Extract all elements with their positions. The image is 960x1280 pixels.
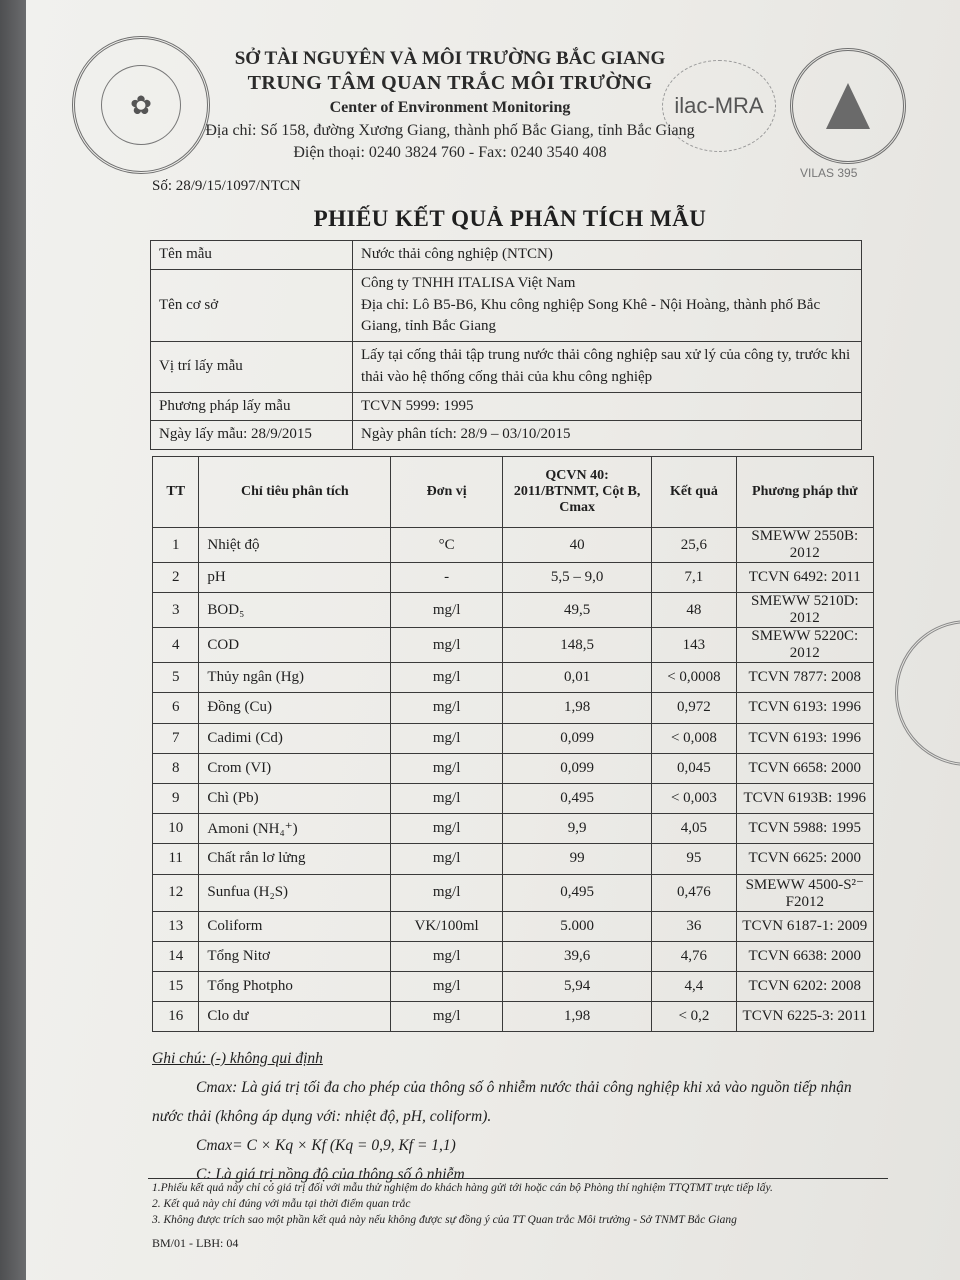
row-index: 13 (153, 911, 199, 941)
test-method: TCVN 6658: 2000 (736, 753, 873, 783)
info-row-dates (151, 421, 862, 450)
col-header: Phương pháp thử (736, 457, 873, 528)
info-label: Vị trí lấy mẫu (151, 342, 353, 393)
test-method: TCVN 6202: 2008 (736, 971, 873, 1001)
seal-left-logo (72, 36, 210, 174)
table-row (153, 563, 874, 593)
info-row-sample (151, 241, 862, 270)
parameter-name: Tổng Photpho (199, 971, 391, 1001)
limit-value: 49,5 (502, 593, 651, 628)
footnotes (152, 1180, 892, 1228)
parameter-name: pH (199, 563, 391, 593)
limit-value: 0,495 (502, 874, 651, 911)
result-value: 48 (652, 593, 736, 628)
test-method: TCVN 6638: 2000 (736, 941, 873, 971)
col-header: TT (153, 457, 199, 528)
unit: VK/100ml (391, 911, 503, 941)
limit-value: 1,98 (502, 1002, 651, 1032)
vilas-code: VILAS 395 (800, 166, 858, 180)
table-row (153, 753, 874, 783)
info-value (353, 269, 862, 341)
test-method: TCVN 6187-1: 2009 (736, 911, 873, 941)
table-row (153, 723, 874, 753)
test-method: TCVN 7877: 2008 (736, 663, 873, 693)
col-header: Đơn vị (391, 457, 503, 528)
form-code: BM/01 - LBH: 04 (152, 1236, 239, 1250)
limit-value: 39,6 (502, 941, 651, 971)
row-index: 6 (153, 693, 199, 723)
notes (152, 1044, 892, 1189)
limit-value: 5,94 (502, 971, 651, 1001)
c-definition: C: Là giá trị nồng độ của thông số ô nhiễm (196, 1166, 465, 1183)
cmax-formula: Cmax= C × Kq × Kf (Kq = 0,9, Kf = 1,1) (196, 1137, 456, 1154)
unit: mg/l (391, 693, 503, 723)
result-value: < 0,0008 (652, 663, 736, 693)
table-row (153, 911, 874, 941)
table-row (153, 628, 874, 663)
table-row (153, 1002, 874, 1032)
unit: - (391, 563, 503, 593)
unit: mg/l (391, 628, 503, 663)
limit-value: 0,099 (502, 723, 651, 753)
sample-info-table (150, 240, 862, 450)
result-value: < 0,008 (652, 723, 736, 753)
parameter-name: Cadimi (Cd) (199, 723, 391, 753)
unit: mg/l (391, 723, 503, 753)
unit: mg/l (391, 971, 503, 1001)
parameter-name: Nhiệt độ (199, 528, 391, 563)
ilac-label: ilac-MRA (674, 93, 764, 118)
table-row (153, 971, 874, 1001)
test-method: TCVN 6625: 2000 (736, 844, 873, 874)
results-header-row (153, 457, 874, 528)
address: Địa chỉ: Số 158, đường Xương Giang, thành phố Bắc Giang, tỉnh Bắc Giang (205, 122, 695, 139)
test-method: TCVN 5988: 1995 (736, 814, 873, 844)
result-value: 95 (652, 844, 736, 874)
analysis-date: Ngày phân tích: 28/9 – 03/10/2015 (353, 421, 862, 450)
seal-emblem-icon: ✿ (101, 65, 181, 145)
row-index: 12 (153, 874, 199, 911)
limit-value: 99 (502, 844, 651, 874)
info-label: Phương pháp lấy mẫu (151, 392, 353, 421)
table-row (153, 593, 874, 628)
unit: mg/l (391, 783, 503, 813)
unit: mg/l (391, 593, 503, 628)
test-method: TCVN 6193: 1996 (736, 723, 873, 753)
footnote: 3. Không được trích sao một phần kết quả này nếu không được sự đồng ý của TT Quan trắc Môi trường - Sở TNMT Bắc Giang (152, 1214, 737, 1226)
row-index: 14 (153, 941, 199, 971)
parameter-name: BOD₅ (199, 593, 391, 628)
parameter-name: Crom (VI) (199, 753, 391, 783)
limit-value: 9,9 (502, 814, 651, 844)
result-value: < 0,003 (652, 783, 736, 813)
parameter-name: Đồng (Cu) (199, 693, 391, 723)
result-value: < 0,2 (652, 1002, 736, 1032)
notes-heading: Ghi chú: (-) không qui định (152, 1050, 323, 1067)
parameter-name: Chì (Pb) (199, 783, 391, 813)
limit-value: 5,5 – 9,0 (502, 563, 651, 593)
phone-fax: Điện thoại: 0240 3824 760 - Fax: 0240 3540 408 (293, 144, 607, 161)
unit: mg/l (391, 874, 503, 911)
table-row (153, 874, 874, 911)
cmax-definition-cont: nước thải (không áp dụng với: nhiệt độ, pH, coliform). (152, 1108, 492, 1125)
row-index: 16 (153, 1002, 199, 1032)
row-index: 8 (153, 753, 199, 783)
info-value: TCVN 5999: 1995 (353, 392, 862, 421)
row-index: 1 (153, 528, 199, 563)
unit: mg/l (391, 1002, 503, 1032)
center-name-en: Center of Environment Monitoring (329, 99, 571, 116)
parameter-name: Chất rắn lơ lửng (199, 844, 391, 874)
info-row-facility (151, 269, 862, 341)
row-index: 4 (153, 628, 199, 663)
unit: mg/l (391, 941, 503, 971)
facility-name: Công ty TNHH ITALISA Việt Nam (361, 274, 576, 291)
table-row (153, 844, 874, 874)
footnote: 1.Phiếu kết quả này chỉ có giá trị đối với mẫu thử nghiệm do khách hàng gửi tới hoặc cán bộ Phòng thí nghiệm TTQTMT trực tiếp lấy. (152, 1182, 773, 1194)
limit-value: 1,98 (502, 693, 651, 723)
footer-divider (148, 1178, 888, 1179)
col-header: Kết quả (652, 457, 736, 528)
result-value: 25,6 (652, 528, 736, 563)
test-method: TCVN 6193B: 1996 (736, 783, 873, 813)
info-row-location (151, 342, 862, 393)
test-method: SMEWW 4500-S²⁻ F2012 (736, 874, 873, 911)
limit-value: 40 (502, 528, 651, 563)
table-row (153, 941, 874, 971)
limit-value: 0,099 (502, 753, 651, 783)
row-index: 3 (153, 593, 199, 628)
parameter-name: Clo dư (199, 1002, 391, 1032)
center-name-vn: TRUNG TÂM QUAN TRẮC MÔI TRƯỜNG (247, 72, 653, 94)
info-label: Tên cơ sở (151, 269, 353, 341)
sample-date: Ngày lấy mẫu: 28/9/2015 (151, 421, 353, 450)
facility-address: Địa chỉ: Lô B5-B6, Khu công nghiệp Song Khê - Nội Hoàng, thành phố Bắc Giang, tỉnh Bắc Giang (361, 296, 821, 335)
col-header: Chỉ tiêu phân tích (199, 457, 391, 528)
result-value: 0,045 (652, 753, 736, 783)
parameter-name: Coliform (199, 911, 391, 941)
page-shadow (0, 0, 26, 1280)
page-title: PHIẾU KẾT QUẢ PHÂN TÍCH MẪU (313, 206, 707, 231)
limit-value: 148,5 (502, 628, 651, 663)
results-table (152, 456, 874, 1032)
result-value: 4,76 (652, 941, 736, 971)
limit-value: 5.000 (502, 911, 651, 941)
cmax-definition: Cmax: Là giá trị tối đa cho phép của thông số ô nhiễm nước thải công nghiệp khi xả vào nguồn tiếp nhận (196, 1079, 852, 1096)
info-label: Tên mẫu (151, 241, 353, 270)
table-row (153, 663, 874, 693)
table-row (153, 693, 874, 723)
result-value: 7,1 (652, 563, 736, 593)
unit: mg/l (391, 814, 503, 844)
dept-name: SỞ TÀI NGUYÊN VÀ MÔI TRƯỜNG BẮC GIANG (234, 48, 666, 69)
col-header: QCVN 40: 2011/BTNMT, Cột B, Cmax (502, 457, 651, 528)
footnote: 2. Kết quả này chỉ đúng với mẫu tại thời điểm quan trắc (152, 1198, 411, 1210)
result-value: 4,4 (652, 971, 736, 1001)
result-value: 36 (652, 911, 736, 941)
row-index: 7 (153, 723, 199, 753)
test-method: TCVN 6193: 1996 (736, 693, 873, 723)
unit: mg/l (391, 663, 503, 693)
test-method: TCVN 6225-3: 2011 (736, 1002, 873, 1032)
result-value: 0,476 (652, 874, 736, 911)
results-body (153, 528, 874, 1032)
accreditation-seal (790, 48, 906, 164)
row-index: 10 (153, 814, 199, 844)
table-row (153, 783, 874, 813)
parameter-name: Tổng Nitơ (199, 941, 391, 971)
unit: mg/l (391, 844, 503, 874)
info-value: Nước thải công nghiệp (NTCN) (353, 241, 862, 270)
row-index: 15 (153, 971, 199, 1001)
row-index: 9 (153, 783, 199, 813)
test-method: SMEWW 5210D: 2012 (736, 593, 873, 628)
result-value: 0,972 (652, 693, 736, 723)
unit: °C (391, 528, 503, 563)
test-method: TCVN 6492: 2011 (736, 563, 873, 593)
accreditation-triangle-icon (826, 83, 870, 129)
info-value: Lấy tại cống thải tập trung nước thải công nghiệp sau xử lý của công ty, trước khi thải vào hệ thống cống thải của khu công nghiệp (353, 342, 862, 393)
limit-value: 0,01 (502, 663, 651, 693)
test-method: SMEWW 5220C: 2012 (736, 628, 873, 663)
info-row-method (151, 392, 862, 421)
parameter-name: Thủy ngân (Hg) (199, 663, 391, 693)
result-value: 143 (652, 628, 736, 663)
row-index: 11 (153, 844, 199, 874)
unit: mg/l (391, 753, 503, 783)
document-number: Số: 28/9/15/1097/NTCN (152, 178, 301, 194)
row-index: 2 (153, 563, 199, 593)
table-row (153, 528, 874, 563)
test-method: SMEWW 2550B: 2012 (736, 528, 873, 563)
table-row (153, 814, 874, 844)
parameter-name: Amoni (NH₄⁺) (199, 814, 391, 844)
parameter-name: Sunfua (H₂S) (199, 874, 391, 911)
limit-value: 0,495 (502, 783, 651, 813)
result-value: 4,05 (652, 814, 736, 844)
parameter-name: COD (199, 628, 391, 663)
row-index: 5 (153, 663, 199, 693)
